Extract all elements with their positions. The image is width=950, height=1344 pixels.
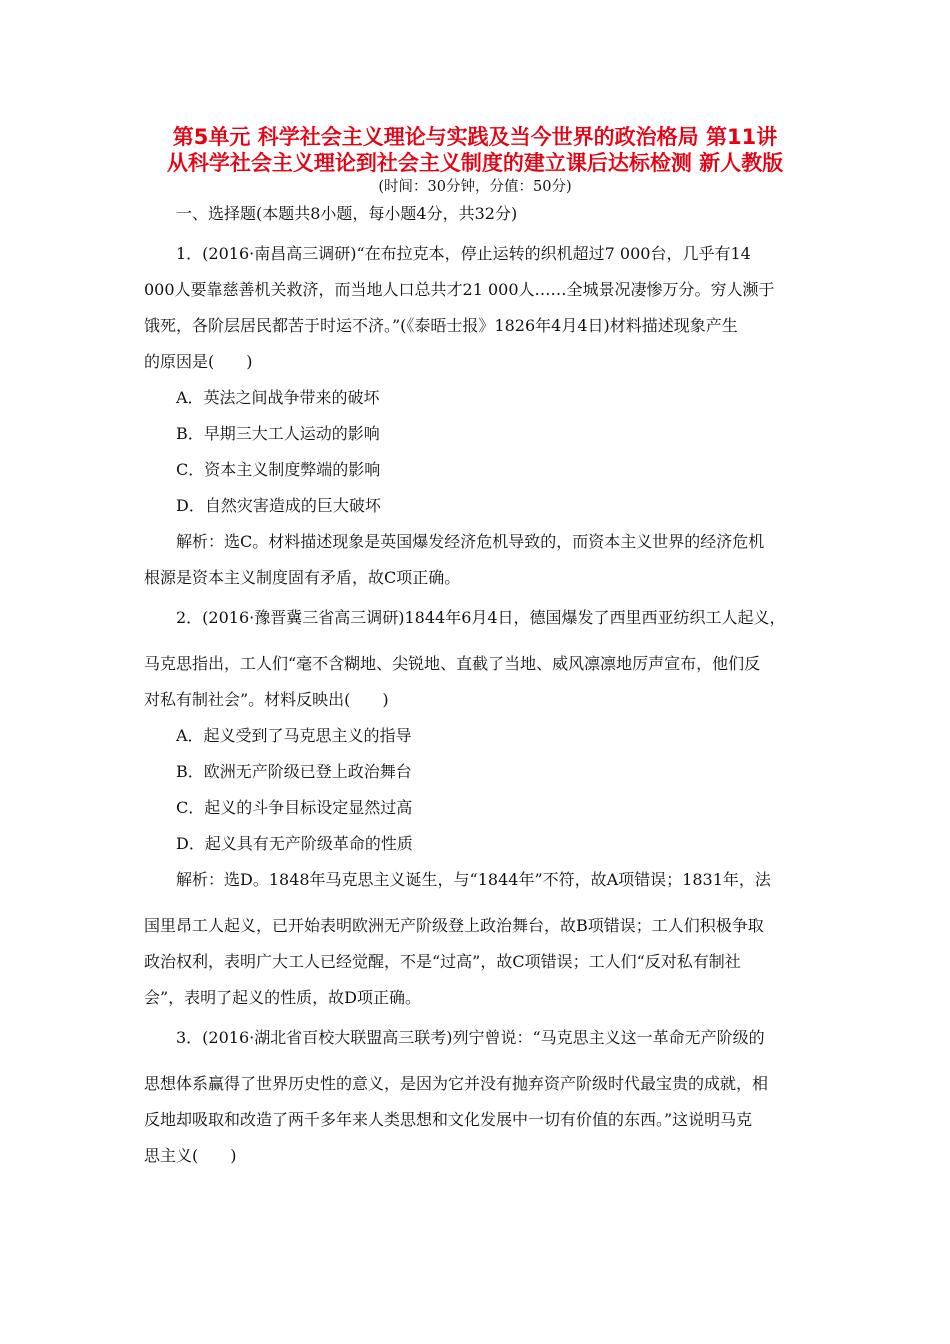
question-2-analysis-line: 国里昂工人起义，已开始表明欧洲无产阶级登上政治舞台，故B项错误；工人们积极争取 <box>144 916 764 935</box>
question-2-option-d: D．起义具有无产阶级革命的性质 <box>176 834 413 853</box>
question-2-option-a: A．起义受到了马克思主义的指导 <box>176 726 412 745</box>
question-1-analysis-line: 根源是资本主义制度固有矛盾，故C项正确。 <box>144 568 461 587</box>
question-3-stem-line: 思想体系赢得了世界历史性的意义，是因为它并没有抛弃资产阶级时代最宝贵的成就，相 <box>144 1074 769 1093</box>
question-1-option-d: D．自然灾害造成的巨大破坏 <box>176 496 381 515</box>
question-3-stem-line: 思主义( ) <box>144 1146 237 1165</box>
question-1-analysis-line: 解析：选C。材料描述现象是英国爆发经济危机导致的，而资本主义世界的经济危机 <box>176 532 765 551</box>
question-1-option-c: C．资本主义制度弊端的影响 <box>176 460 381 479</box>
question-2-analysis-line: 解析：选D。1848年马克思主义诞生，与“1844年”不符，故A项错误；1831年，法 <box>176 870 771 889</box>
question-2-analysis-line: 政治权利，表明广大工人已经觉醒，不是“过高”，故C项错误；工人们“反对私有制社 <box>144 952 741 971</box>
question-2-stem-line: 对私有制社会”。材料反映出( ) <box>144 690 389 709</box>
question-3-stem-line: 3．(2016·湖北省百校大联盟高三联考)列宁曾说：“马克思主义这一革命无产阶级的 <box>176 1028 765 1047</box>
question-1-stem-line: 1．(2016·南昌高三调研)“在布拉克本，停止运转的织机超过7 000台，几乎有14 <box>176 244 751 263</box>
question-2-analysis-line: 会”，表明了起义的性质，故D项正确。 <box>144 988 422 1007</box>
question-3-stem-line: 反地却吸取和改造了两千多年来人类思想和文化发展中一切有价值的东西。”这说明马克 <box>144 1110 753 1129</box>
question-2-option-b: B．欧洲无产阶级已登上政治舞台 <box>176 762 412 781</box>
question-2-option-c: C．起义的斗争目标设定显然过高 <box>176 798 413 817</box>
question-2-stem-line: 2．(2016·豫晋冀三省高三调研)1844年6月4日，德国爆发了西里西亚纺织工人起义， <box>176 608 786 627</box>
document-title-line-1: 第5单元 科学社会主义理论与实践及当今世界的政治格局 第11讲 <box>172 125 778 149</box>
question-1-stem-line: 的原因是( ) <box>144 352 253 371</box>
document-title-line-2: 从科学社会主义理论到社会主义制度的建立课后达标检测 新人教版 <box>166 151 784 175</box>
section-heading: 一、选择题(本题共8小题，每小题4分，共32分) <box>176 204 518 223</box>
question-1-option-a: A．英法之间战争带来的破坏 <box>176 388 380 407</box>
exam-time-score: (时间：30分钟，分值：50分) <box>378 179 572 195</box>
question-2-stem-line: 马克思指出，工人们“毫不含糊地、尖锐地、直截了当地、威风凛凛地厉声宣布，他们反 <box>144 654 761 673</box>
question-1-stem-line: 000人要靠慈善机关救济，而当地人口总共才21 000人……全城景况凄惨万分。穷人濒于 <box>144 280 775 299</box>
question-1-stem-line: 饿死，各阶层居民都苦于时运不济。”(《泰晤士报》1826年4月4日)材料描述现象产生 <box>144 316 738 335</box>
question-1-option-b: B．早期三大工人运动的影响 <box>176 424 380 443</box>
